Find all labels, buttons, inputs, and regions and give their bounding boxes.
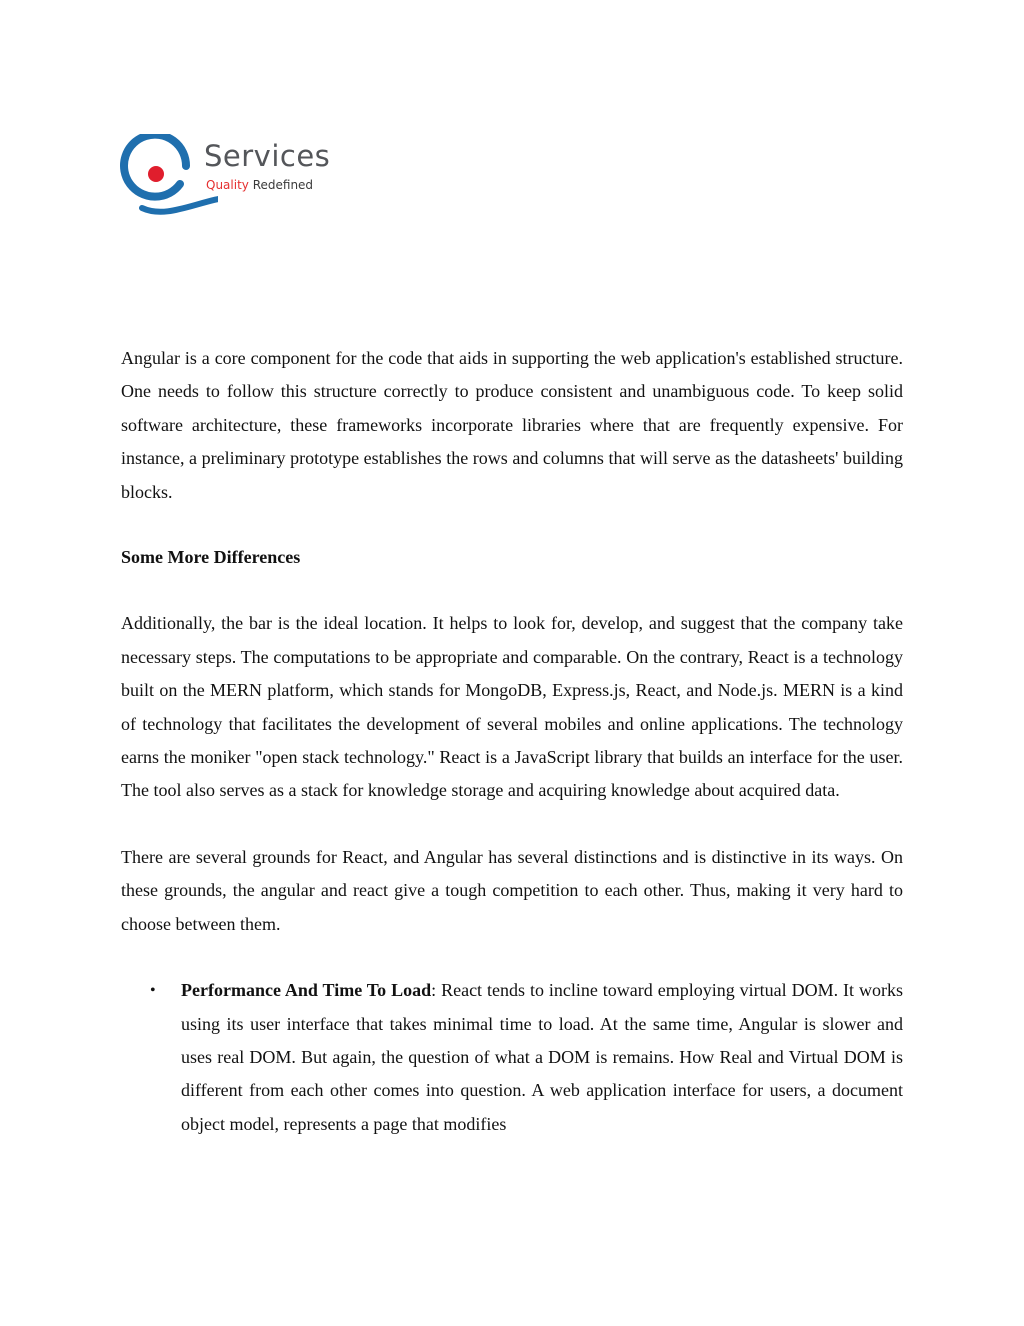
bullet-text: React tends to incline toward employing virtual DOM. It works using its user interface that takes minimal time to load. At the same time, Angular is slower and uses real DOM. But again, the question of what a DOM is remains. How Real and Virtual DOM is different from each other comes into question. A web application interface for users, a document object model, represents a page that modifies — [181, 980, 903, 1134]
bullet-icon: • — [150, 982, 156, 1000]
logo-brand-word: Services — [204, 139, 331, 173]
differences-list — [121, 974, 903, 1141]
bullet-title: Performance And Time To Load — [181, 980, 432, 1001]
logo-tagline-accent: Quality — [206, 178, 249, 192]
logo-tagline — [206, 179, 313, 191]
paragraph-angular-intro: Angular is a core component for the code that aids in supporting the web application's established structure. One needs to follow this structure correctly to produce consistent and unambiguous code. To keep solid software architecture, these frameworks incorporate libraries where that are frequently expensive. For instance, a preliminary prototype establishes the rows and columns that will serve as the datasheets' building blocks. — [121, 348, 903, 502]
bullet-separator: : — [431, 980, 437, 1001]
document-body — [121, 342, 903, 1141]
logo-tagline-rest: Redefined — [248, 178, 314, 192]
paragraph-react-mern: Additionally, the bar is the ideal location. It helps to look for, develop, and suggest that the company take necessary steps. The computations to be appropriate and comparable. On the contrary, React is a technology built on the MERN platform, which stands for MongoDB, Express.js, React, and Node.js. MERN is a kind of technology that facilitates the development of several mobiles and online applications. The technology earns the moniker "open stack technology." React is a JavaScript library that builds an interface for the user. The tool also serves as a stack for knowledge storage and acquiring knowledge about acquired data. — [121, 613, 903, 801]
list-item — [121, 974, 903, 1141]
logo-ring-icon — [118, 134, 218, 216]
company-logo — [118, 134, 338, 216]
section-heading: Some More Differences — [121, 547, 301, 568]
paragraph-grounds: There are several grounds for React, and Angular has several distinctions and is distinctive in its ways. On these grounds, the angular and react give a tough competition to each other. Thus, making it very hard to choose between them. — [121, 846, 903, 934]
